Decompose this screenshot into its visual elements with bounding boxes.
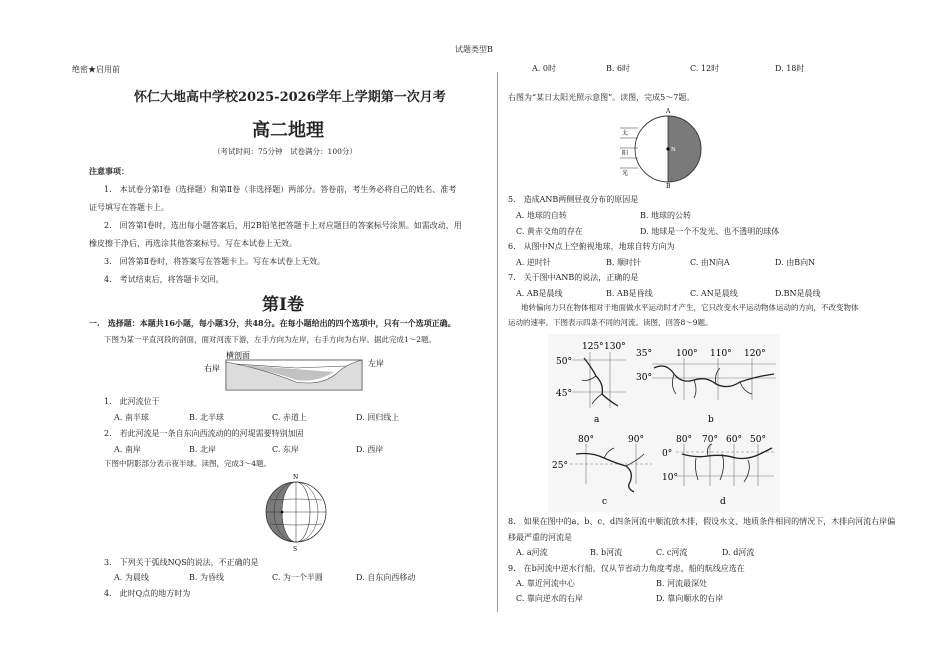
- q6-option-a: A. 逆时针: [516, 258, 551, 267]
- subject-title: 高二地理: [252, 120, 324, 141]
- question-8-line1: 8. 如果在图中的a、b、c、d四条河流中顺流放木排，假设水文、地质条件相同的情况下，木排向河流右岸偏: [508, 517, 896, 526]
- map-a-lon: 130°: [604, 342, 626, 352]
- question-4: 4. 此时Q点的地方时为: [104, 589, 191, 598]
- q2-option-d: D. 西岸: [356, 445, 384, 454]
- map-c-lat: 25°: [552, 461, 568, 471]
- map-b-label: b: [708, 415, 714, 425]
- map-c-label: c: [602, 497, 608, 507]
- notice-line: 3. 回答第Ⅱ卷时，将答案写在答题卡上。写在本试卷上无效。: [104, 257, 326, 266]
- intro-q8-9-line2: 运动的速率。下图表示四条不同的河流。读图，回答8～9题。: [508, 318, 713, 327]
- notice-line: 证号填写在答题卡上。: [89, 203, 169, 212]
- school-title: 怀仁大地高中学校2025-2026学年上学期第一次月考: [134, 90, 446, 105]
- map-b-lon: 120°: [744, 349, 766, 359]
- q1-option-c: C. 赤道上: [272, 413, 307, 422]
- map-c-lon: 90°: [628, 435, 644, 445]
- map-d-lat: 10°: [662, 473, 678, 483]
- question-1: 1. 此河流位于: [104, 397, 160, 406]
- paper-type: 试题类型B: [455, 45, 493, 54]
- q5-option-c: C. 黄赤交角的存在: [516, 227, 583, 236]
- river-cross-section-figure: [196, 348, 396, 394]
- fig1-right-bank: 右岸: [204, 364, 220, 373]
- map-d-lat: 0°: [662, 449, 673, 459]
- q2-option-a: A. 南岸: [114, 445, 141, 454]
- q1-option-b: B. 北半球: [189, 413, 224, 422]
- map-b-lat: 30°: [636, 373, 652, 383]
- q5-option-d: D. 地球是一个不发光、也不透明的球体: [640, 227, 780, 236]
- part1-title: 第Ⅰ卷: [262, 295, 304, 315]
- intro-q3-4: 下图中阴影部分表示夜半球。读图，完成3～4题。: [104, 459, 272, 468]
- globe-night-figure: [258, 472, 334, 552]
- q9-option-a: A. 靠近河流中心: [516, 579, 575, 588]
- q8-option-a: A. a河流: [516, 548, 548, 557]
- q9-option-c: C. 靠向逆水的右岸: [516, 594, 583, 603]
- map-a-lon: 125°: [582, 342, 604, 352]
- map-d-lon: 50°: [750, 435, 766, 445]
- exam-info: （考试时间：75分钟 试卷满分：100分）: [213, 147, 357, 156]
- q6-option-c: C. 由N向A: [690, 258, 730, 267]
- intro-q5-7: 右图为“某日太阳光照示意图”。读图，完成5～7题。: [508, 93, 695, 102]
- question-5: 5. 造成ANB两侧昼夜分布的原因是: [508, 195, 639, 204]
- sun-fig-n: N: [671, 147, 676, 153]
- map-d-lon: 60°: [726, 435, 742, 445]
- map-a-lat: 50°: [556, 357, 572, 367]
- q1-option-d: D. 回归线上: [356, 413, 400, 422]
- q9-option-b: B. 河流最深处: [656, 579, 707, 588]
- notice-line: 1. 本试卷分第Ⅰ卷（选择题）和第Ⅱ卷（非选择题）两部分。答卷前，考生务必将自己的姓名、准考: [104, 185, 457, 194]
- question-9: 9. 在b河流中逆水行船，仅从节省动力角度考虑，船的航线应选在: [508, 564, 745, 573]
- q4-option-d: D. 18时: [775, 64, 805, 73]
- q7-option-a: A. AB是晨线: [516, 289, 563, 298]
- map-a-lat: 45°: [556, 389, 572, 399]
- q3-option-d: D. 自东向西移动: [356, 573, 416, 582]
- q9-option-d: D. 靠向顺水的右岸: [656, 594, 724, 603]
- question-3: 3. 下列关于弧线NQS的说法，不正确的是: [104, 558, 259, 567]
- sun-label: 阳: [622, 150, 629, 157]
- intro-q1-2: 下图为某一平直河段的剖面，面对河流下游，左手方向为左岸，右手方向为右岸。据此完成1～2题。: [104, 335, 437, 344]
- q1-option-a: A. 南半球: [114, 413, 149, 422]
- map-b-lon: 100°: [676, 349, 698, 359]
- sun-fig-a: A: [666, 108, 671, 115]
- question-2: 2. 若此河流是一条自东向西流动的的河堤需要特别加固: [104, 429, 304, 438]
- sun-illumination-figure: [612, 104, 712, 190]
- q4-option-a: A. 0时: [532, 64, 556, 73]
- question-6: 6. 从图中N点上空俯视地球，地球自转方向为: [508, 242, 675, 251]
- sun-label: 太: [622, 130, 629, 137]
- fig1-title: 横剖面: [226, 351, 250, 360]
- question-8-line2: 移最严重的河流是: [508, 533, 572, 542]
- map-d-lon: 70°: [702, 435, 718, 445]
- sun-fig-b: B: [666, 183, 671, 190]
- notice-line: 橡皮擦干净后，再选涂其他答案标号。写在本试卷上无效。: [89, 239, 297, 248]
- fig1-left-bank: 左岸: [368, 359, 384, 368]
- fig2-north: N: [293, 474, 299, 481]
- map-d-lon: 80°: [676, 435, 692, 445]
- column-divider: [497, 72, 498, 612]
- q8-option-b: B. b河流: [590, 548, 623, 557]
- map-c-lon: 80°: [578, 435, 594, 445]
- fig2-south: S: [293, 546, 298, 552]
- q6-option-b: B. 顺时针: [606, 258, 641, 267]
- notice-line: 2. 回答第Ⅰ卷时，选出每小题答案后，用2B铅笔把答题卡上对应题目的答案标号涂黑。如需改动，用: [104, 221, 462, 230]
- sun-label: 光: [622, 170, 629, 177]
- q8-option-d: D. d河流: [722, 548, 755, 557]
- q7-option-c: C. AN是晨线: [690, 289, 738, 298]
- q3-option-b: B. 为昏线: [189, 573, 224, 582]
- map-d-label: d: [720, 497, 726, 507]
- q4-option-c: C. 12时: [690, 64, 720, 73]
- q3-option-a: A. 为晨线: [114, 573, 149, 582]
- q6-option-d: D. 由B向N: [775, 258, 816, 267]
- q2-option-b: B. 北岸: [189, 445, 216, 454]
- q4-option-b: B. 6时: [606, 64, 631, 73]
- q2-option-c: C. 东岸: [272, 445, 299, 454]
- q3-option-c: C. 为一个半圆: [272, 573, 323, 582]
- q5-option-b: B. 地球的公转: [640, 211, 691, 220]
- notice-line: 4. 考试结束后，将答题卡交回。: [104, 275, 224, 284]
- q5-option-a: A. 地球的自转: [516, 211, 567, 220]
- question-7: 7. 关于图中ANB的说法，正确的是: [508, 273, 639, 282]
- four-rivers-figure: [548, 334, 780, 512]
- map-a-label: a: [594, 415, 600, 425]
- q7-option-d: D.BN是晨线: [775, 289, 821, 298]
- part1-instruction: 一. 选择题：本题共16小题，每小题3分，共48分。在每小题给出的四个选项中，只有一个选项正确。: [89, 318, 456, 328]
- map-b-lon: 110°: [710, 349, 732, 359]
- q8-option-c: C. c河流: [656, 548, 688, 557]
- secret-label: 绝密★启用前: [72, 65, 120, 74]
- intro-q8-9-line1: 地转偏向力只在物体相对于地面做水平运动时才产生，它只改变水平运动物体运动的方向，不改变物体: [521, 303, 859, 312]
- map-b-lat: 35°: [636, 349, 652, 359]
- q7-option-b: B. AB是昏线: [606, 289, 653, 298]
- notice-heading: 注意事项：: [89, 166, 129, 176]
